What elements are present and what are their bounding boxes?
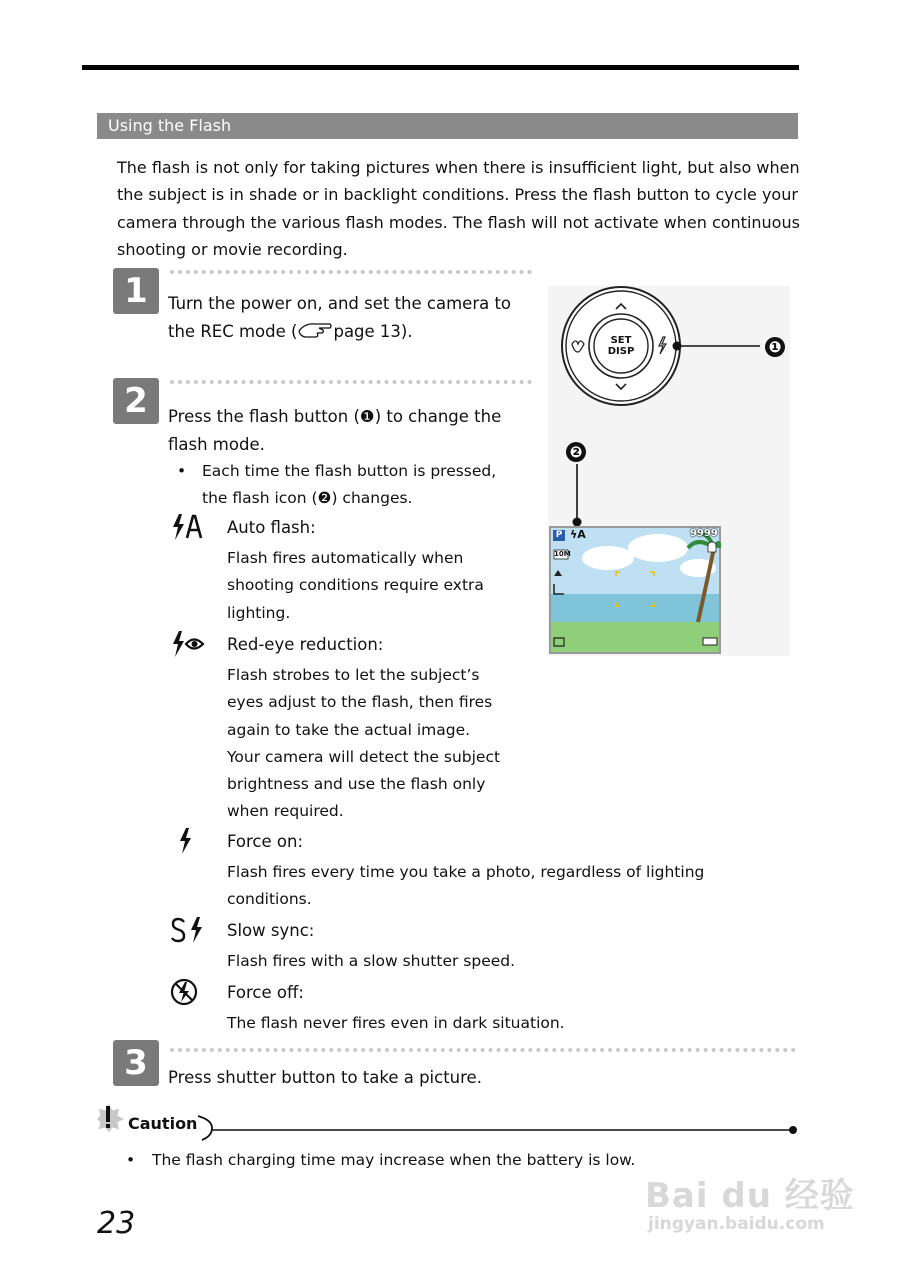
callout-2: ❷	[569, 443, 583, 461]
desc-line: when required.	[227, 802, 344, 821]
lcd-shot-count: 9999	[690, 528, 718, 539]
section-title: Using the Flash	[97, 113, 798, 139]
desc-line: lighting.	[227, 603, 291, 622]
bullet-line: the flash icon (❷) changes.	[202, 489, 413, 507]
caution-text: The flash charging time may increase when the battery is low.	[152, 1151, 636, 1169]
step-1-line	[168, 318, 538, 346]
intro-line: camera through the various flash modes. The flash will not activate when continuous	[117, 212, 800, 232]
caution-icon	[95, 1104, 131, 1140]
lcd-image-size: 10M	[554, 550, 571, 558]
mode-title: Force on:	[227, 832, 303, 851]
step-3-number: 3	[113, 1040, 159, 1086]
step-2-line: Press the flash button (❶) to change the	[168, 407, 502, 426]
slow-sync-icon	[170, 916, 206, 944]
set-disp-button	[598, 335, 644, 357]
red-eye-icon	[170, 630, 206, 658]
mode-description	[227, 1010, 767, 1037]
intro-line: The flash is not only for taking pictures when there is insufficient light, but also when	[117, 158, 800, 177]
step-2-line: flash mode.	[168, 434, 265, 454]
desc-line: Flash fires with a slow shutter speed.	[227, 952, 516, 970]
watermark-logo: Bai du 经验	[645, 1176, 855, 1216]
intro-paragraph	[117, 154, 807, 264]
step-3-divider	[170, 1048, 796, 1052]
disp-label: DISP	[607, 346, 635, 357]
desc-line: Flash fires automatically when	[227, 549, 464, 567]
top-rule	[82, 65, 799, 70]
bullet-line: Each time the flash button is pressed,	[202, 462, 497, 480]
step-2-divider	[170, 380, 532, 384]
desc-line: conditions.	[227, 890, 312, 909]
lcd-sea	[551, 594, 719, 622]
caution-bullet-dot: •	[126, 1151, 136, 1169]
set-label: SET	[610, 335, 632, 346]
desc-line: Your camera will detect the subject	[227, 747, 501, 766]
mode-title: Slow sync:	[227, 921, 315, 940]
desc-line: The flash never fires even in dark situation.	[227, 1014, 565, 1032]
desc-line: again to take the actual image.	[227, 720, 471, 739]
intro-line: shooting or movie recording.	[117, 240, 348, 260]
lcd-beach	[551, 622, 719, 652]
watermark-url: jingyan.baidu.com	[648, 1214, 825, 1234]
mode-title: Auto flash:	[227, 518, 316, 537]
step-3-text: Press shutter button to take a picture.	[168, 1068, 482, 1087]
lcd-flash-indicator: ϟA	[570, 528, 586, 541]
desc-line: Flash strobes to let the subject’s	[227, 666, 480, 684]
intro-line: the subject is in shade or in backlight conditions. Press the flash button to cycle your	[117, 185, 798, 205]
step-2-bullet	[202, 458, 532, 512]
auto-flash-icon	[170, 513, 206, 541]
desc-line: brightness and use the flash only	[227, 775, 486, 794]
step-1-divider	[170, 270, 532, 274]
desc-line: Flash fires every time you take a photo, regardless of lighting	[227, 863, 705, 881]
desc-line: eyes adjust to the flash, then fires	[227, 693, 493, 712]
mode-title: Red-eye reduction:	[227, 635, 384, 654]
callout-1: ❶	[768, 338, 782, 356]
mode-description	[227, 545, 537, 627]
mode-title: Force off:	[227, 983, 304, 1002]
page-number: 23	[97, 1206, 136, 1241]
force-off-icon	[170, 978, 206, 1006]
camera-diagram	[548, 286, 790, 656]
caution-label: Caution	[128, 1114, 198, 1133]
step-1-line: Turn the power on, and set the camera to	[168, 294, 512, 313]
step-1-line-suffix: page 13).	[333, 321, 413, 341]
caution-rule	[196, 1112, 800, 1146]
mode-description	[227, 662, 547, 826]
step-1-text	[168, 290, 538, 345]
mode-description	[227, 948, 767, 975]
lcd-mode: P	[555, 530, 563, 540]
step-2-number: 2	[113, 378, 159, 424]
step-1-line-prefix: the REC mode (	[168, 321, 298, 341]
bullet-dot: •	[177, 462, 187, 480]
pointing-hand-icon	[297, 321, 333, 339]
desc-line: shooting conditions require extra	[227, 576, 484, 595]
step-1-number: 1	[113, 268, 159, 314]
mode-description	[227, 859, 767, 914]
step-2-text	[168, 403, 538, 458]
force-on-icon	[174, 827, 210, 855]
